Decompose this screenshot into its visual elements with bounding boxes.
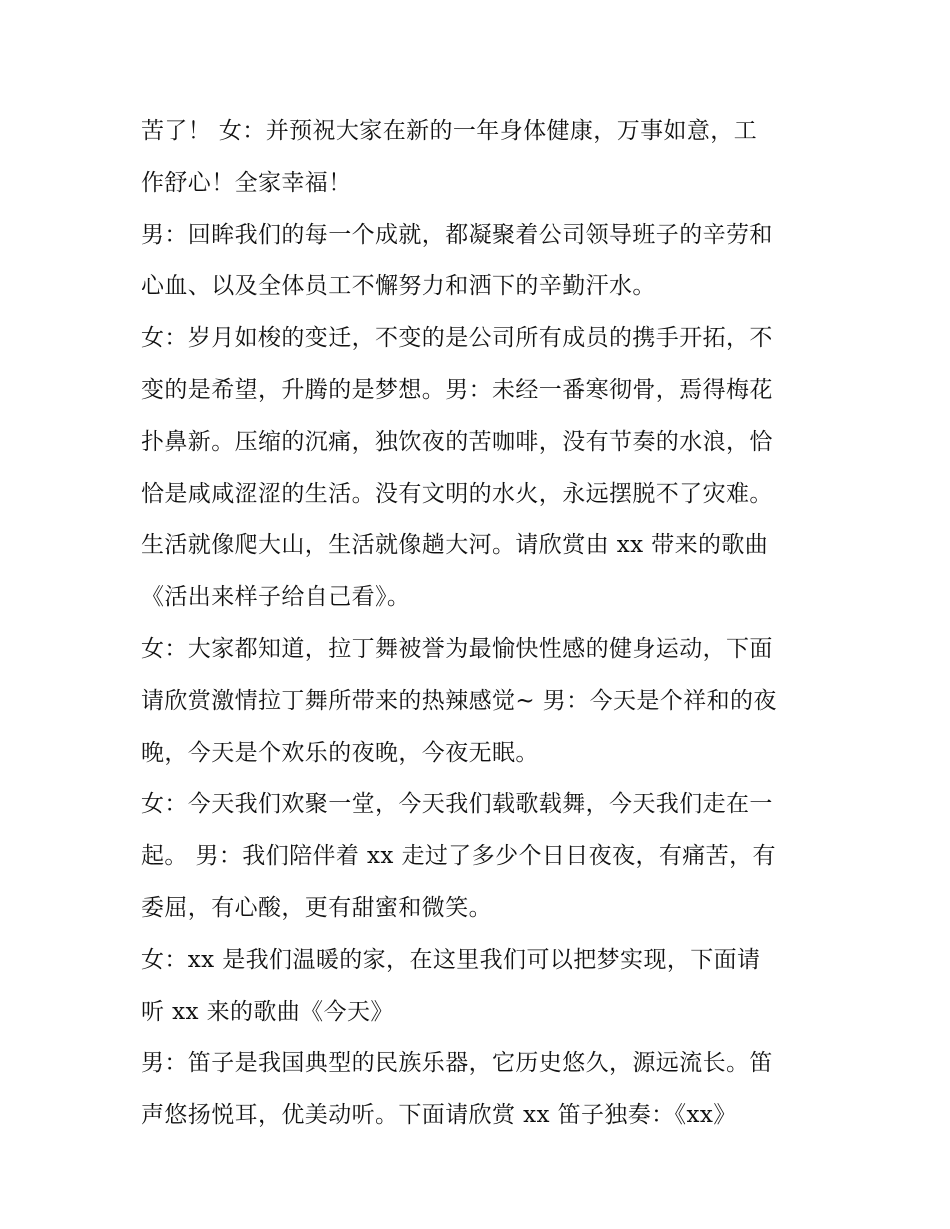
- text-line: 听 xx 来的歌曲《今天》: [141, 998, 394, 1025]
- text-line: 苦了！ 女：并预祝大家在新的一年身体健康，万事如意，工: [141, 118, 758, 144]
- text-line: 扑鼻新。压缩的沉痛，独饮夜的苦咖啡，没有节奏的水浪，恰: [141, 428, 773, 455]
- text-line: 声悠扬悦耳，优美动听。下面请欣赏 xx 笛子独奏：《xx》: [141, 1102, 737, 1129]
- text-line: 女：大家都知道，拉丁舞被誉为最愉快性感的健身运动，下面: [141, 635, 773, 662]
- text-line: 作舒心！全家幸福！: [141, 169, 352, 196]
- text-line: 男：笛子是我国典型的民族乐器，它历史悠久，源远流长。笛: [141, 1050, 773, 1077]
- text-line: 委屈，有心酸，更有甜蜜和微笑。: [141, 894, 492, 921]
- text-line: 《活出来样子给自己看》。: [141, 584, 411, 611]
- text-line: 恰是咸咸涩涩的生活。没有文明的水火，永远摆脱不了灾难。: [141, 480, 773, 507]
- text-line: 女：岁月如梭的变迁，不变的是公司所有成员的携手开拓，不: [141, 325, 773, 352]
- text-line: 起。 男：我们陪伴着 xx 走过了多少个日日夜夜，有痛苦，有: [141, 843, 776, 870]
- text-line: 晚，今天是个欢乐的夜晚，今夜无眠。: [141, 739, 539, 766]
- text-line: 请欣赏激情拉丁舞所带来的热辣感觉~ 男：今天是个祥和的夜: [141, 687, 777, 714]
- text-line: 变的是希望，升腾的是梦想。男：未经一番寒彻骨，焉得梅花: [141, 376, 773, 403]
- text-line: 女：xx 是我们温暖的家，在这里我们可以把梦实现，下面请: [141, 946, 761, 973]
- text-line: 女：今天我们欢聚一堂，今天我们载歌载舞，今天我们走在一: [141, 791, 773, 818]
- text-line: 生活就像爬大山，生活就像趟大河。请欣赏由 xx 带来的歌曲: [141, 532, 769, 559]
- text-line: 男：回眸我们的每一个成就，都凝聚着公司领导班子的辛劳和: [141, 221, 773, 248]
- text-line: 心血、以及全体员工不懈努力和洒下的辛勤汗水。: [141, 273, 656, 300]
- body-text: [141, 106, 821, 1142]
